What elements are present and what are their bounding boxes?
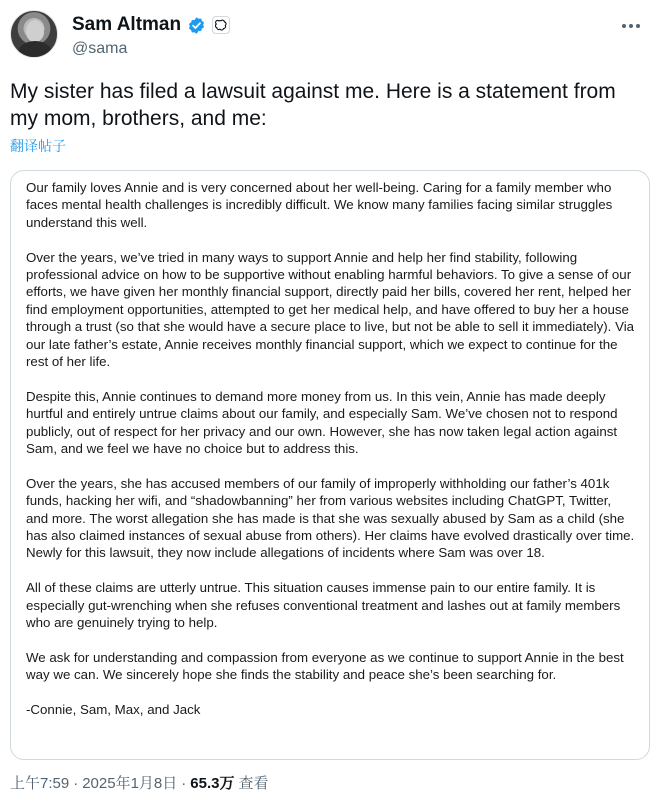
statement-paragraph: Over the years, she has accused members of our family of improperly withholding our father’s 401k funds, hacking her wifi, and “shadowbanning” her from various websites including ChatGPT, Twitter, and more. The worst allegation she has made is that she was sexually abused by Sam as a child (she has also claimed instances of sexual abuse from others). Her claims have evolved drastically over time. Newly for this lawsuit, they now include allegations of incidents where Sam was over 18.	[26, 475, 635, 561]
statement-paragraph: All of these claims are utterly untrue. This situation causes immense pain to our entire family. It is especially gut-wrenching when she refuses conventional treatment and lashes out at family members who are genuinely trying to help.	[26, 580, 621, 631]
views-label: 查看	[238, 775, 269, 792]
author-name-row	[72, 14, 230, 36]
statement-paragraph: Our family loves Annie and is very concerned about her well-being. Caring for a family member who faces mental health challenges is incredibly difficult. We know many families facing similar struggles understand this well.	[26, 180, 613, 230]
meta-separator: ·	[73, 775, 79, 792]
avatar-body	[18, 41, 52, 58]
statement-signature: -Connie, Sam, Max, and Jack	[26, 702, 201, 718]
more-options-icon[interactable]	[616, 14, 646, 38]
statement-paragraph: We ask for understanding and compassion from everyone as we continue to support Annie in the best way we can. We sincerely hope she finds the stability and peace she’s been searching for.	[26, 649, 624, 683]
translate-post-link[interactable]: 翻译帖子	[10, 138, 66, 154]
author-handle[interactable]: @sama	[72, 40, 128, 57]
views-count[interactable]: 65.3万	[190, 775, 235, 792]
statement-paragraph: Over the years, we’ve tried in many ways to support Annie and help her find stability, following professional advice on how to be supportive without enabling harmful behaviors. To give a sense of our efforts, we have given her monthly financial support, directly paid her bills, covered her rent, helped her find employment opportunities, attempted to get her medical help, and have offered to buy her a house through a trust (so that she would have a secure place to live, but not be able to sell it immediately). Via our late father’s estate, Annie receives monthly financial support, which we expect to continue for the rest of her life.	[26, 249, 635, 370]
tweet-text: My sister has filed a lawsuit against me. Here is a statement from my mom, brothers, and me:	[10, 80, 616, 130]
post-time[interactable]: 上午7:59	[10, 775, 70, 792]
post-date[interactable]: 2025年1月8日	[82, 775, 178, 792]
avatar-face	[26, 20, 44, 42]
meta-separator: ·	[181, 775, 187, 792]
affiliate-badge-icon[interactable]	[212, 16, 230, 34]
statement-paragraph: Despite this, Annie continues to demand more money from us. In this vein, Annie has made deeply hurtful and entirely untrue claims about our family, and especially Sam. We’ve chosen not to respond publicly, out of respect for her privacy and our own. However, she has now taken legal action against Sam, and we feel we have no choice but to address this.	[26, 388, 618, 457]
author-name[interactable]: Sam Altman	[72, 14, 182, 35]
tweet-header	[10, 10, 650, 66]
avatar[interactable]	[10, 10, 58, 58]
verified-badge-icon[interactable]	[187, 16, 206, 35]
tweet-meta	[10, 772, 268, 793]
statement-image[interactable]	[10, 170, 650, 760]
